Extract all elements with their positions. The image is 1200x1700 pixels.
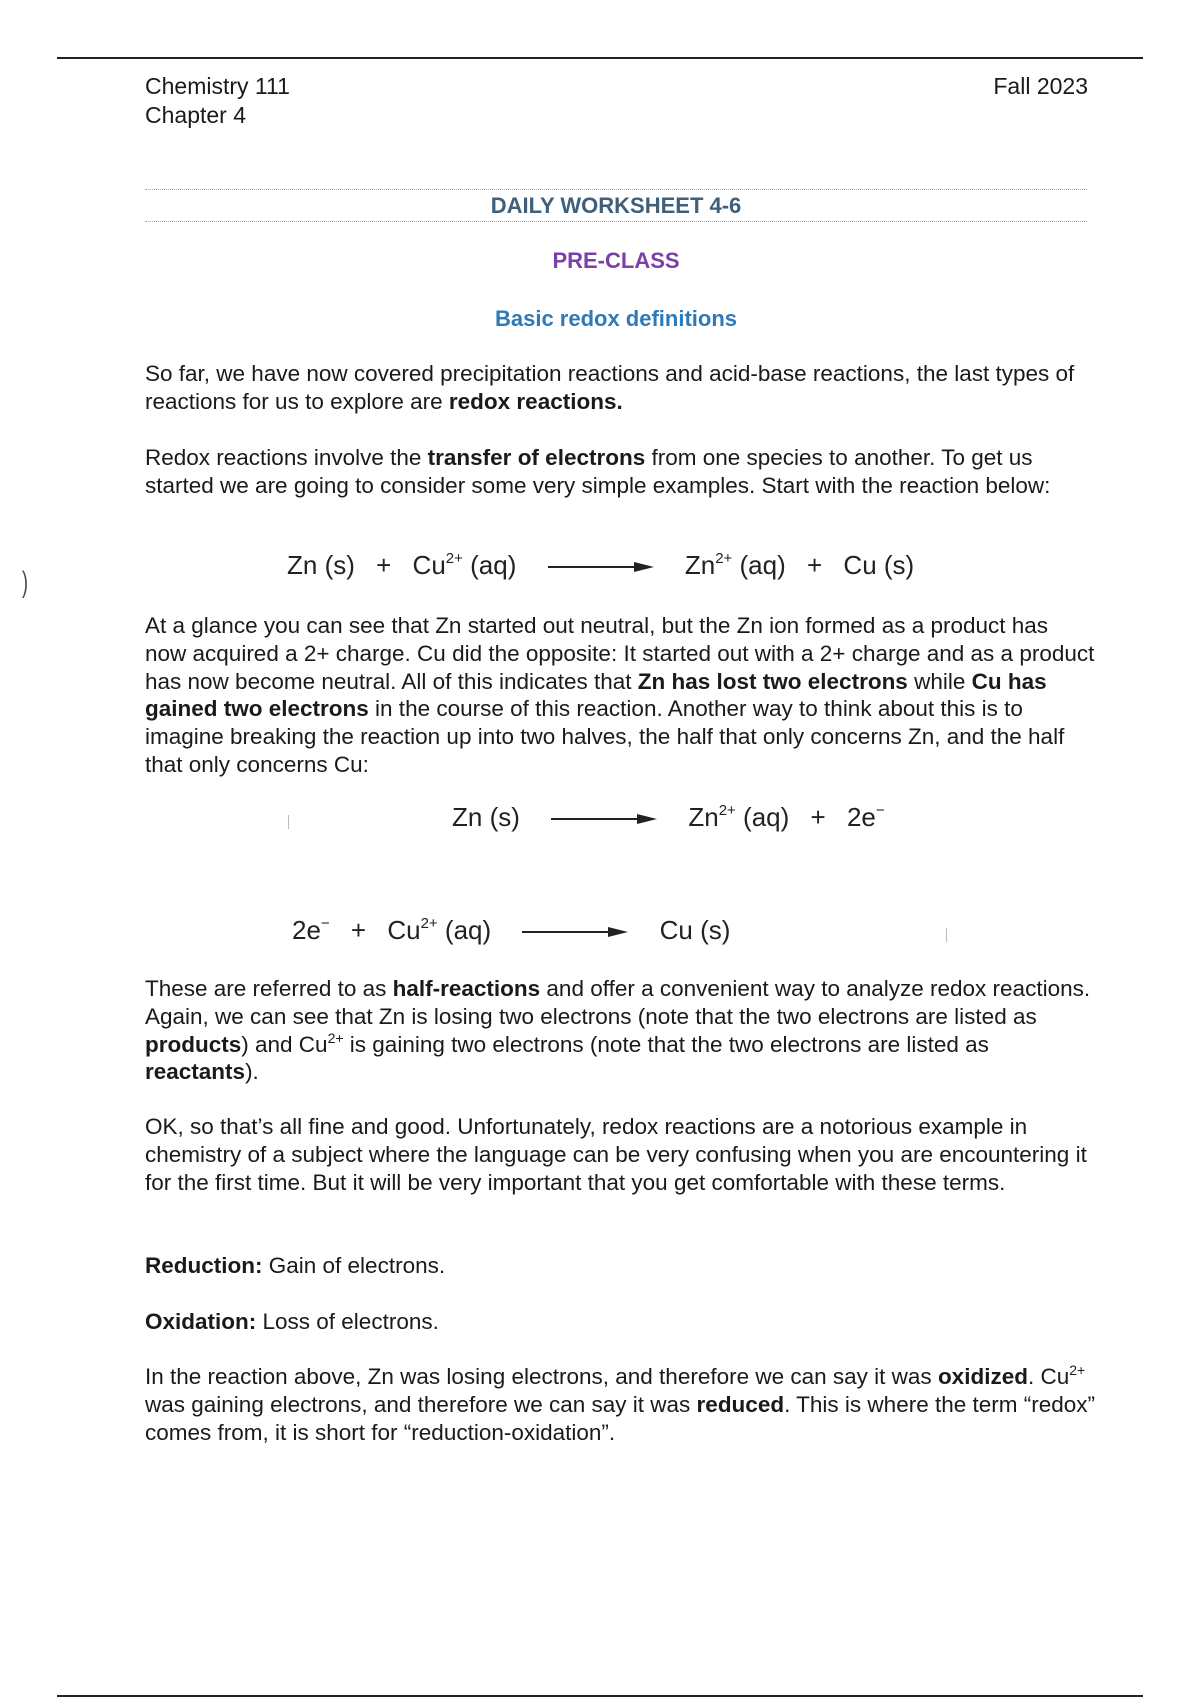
margin-mark: ) xyxy=(22,566,28,599)
eq3-e-base: 2e xyxy=(292,915,321,945)
eq1-zn-base: Zn xyxy=(684,550,716,580)
eq1-reactant-zn: Zn (s) xyxy=(287,550,355,580)
para3-bold-1: Zn has lost two electrons xyxy=(637,668,908,694)
para3-text-1: At a glance you can see that Zn started out neutral, but the Zn ion formed as a product has now acquired a 2+ charge. Cu did the opposite: It started out with a 2+ charge and as a product has now become neutral. All of this indicates that xyxy=(145,613,1095,694)
para1-bold: redox reactions. xyxy=(448,388,623,414)
paragraph-intro xyxy=(145,360,1095,416)
tick-mark xyxy=(288,815,289,829)
para4-bold-1: half-reactions xyxy=(392,976,541,1001)
eq3-cu-state: (aq) xyxy=(437,915,492,945)
eq2-plus: + xyxy=(810,802,826,832)
eq1-reactant-cu-ion xyxy=(413,550,517,580)
para5-text: OK, so that’s all fine and good. Unfortunately, redox reactions are a notorious example in chemistry of a subject where the language can be very confusing when you are encountering it for the first time. But it will be very important that you get comfortable with these terms. xyxy=(145,1114,1087,1195)
eq1-product-zn-ion xyxy=(685,550,786,580)
equation-half-zn xyxy=(452,802,885,833)
course-name: Chemistry 111 xyxy=(145,73,290,99)
eq1-zn-charge: 2+ xyxy=(715,550,733,567)
oxidation-text: Loss of electrons. xyxy=(256,1309,439,1334)
para4-text-5: ). xyxy=(245,1059,259,1085)
reduction-term: Reduction: xyxy=(145,1253,263,1278)
eq2-product-electrons xyxy=(847,802,885,832)
eq3-e-charge: − xyxy=(320,915,330,932)
paragraph-transfer xyxy=(145,444,1095,500)
term-label: Fall 2023 xyxy=(993,73,1088,99)
para6-charge: 2+ xyxy=(1069,1362,1086,1378)
definition-oxidation xyxy=(145,1308,1095,1336)
eq3-cu-base: Cu xyxy=(387,915,421,945)
reaction-arrow-icon xyxy=(549,812,659,826)
top-rule xyxy=(57,57,1143,59)
definition-reduction xyxy=(145,1252,1095,1280)
eq1-cu-base: Cu xyxy=(412,550,446,580)
paragraph-language xyxy=(145,1113,1095,1196)
eq2-product-zn-ion xyxy=(688,802,789,832)
para4-text-4: is gaining two electrons (note that the two electrons are listed as xyxy=(343,1031,989,1057)
para6-bold-1: oxidized xyxy=(937,1364,1028,1389)
page-header-left xyxy=(145,72,290,130)
chapter-label: Chapter 4 xyxy=(145,102,247,128)
eq2-zn-base: Zn xyxy=(688,802,719,832)
eq2-reactant-zn: Zn (s) xyxy=(452,802,520,832)
para3-bold-2: Cu has gained two electrons xyxy=(145,668,1047,722)
paragraph-half-reactions xyxy=(145,975,1095,1086)
para6-text-3: was gaining electrons, and therefore we can say it was xyxy=(145,1391,697,1417)
para4-text-3: ) and Cu xyxy=(241,1031,328,1057)
para4-text-1: These are referred to as xyxy=(145,976,393,1001)
para6-text-4: . This is where the term “redox” comes from, it is short for “reduction-oxidation”. xyxy=(145,1391,1096,1445)
paragraph-redox-term xyxy=(145,1363,1095,1446)
eq2-e-base: 2e xyxy=(846,802,876,832)
para4-bold-3: reactants xyxy=(145,1059,246,1085)
eq1-zn-state: (aq) xyxy=(732,550,786,580)
eq2-zn-charge: 2+ xyxy=(718,802,736,819)
tick-mark xyxy=(946,928,947,942)
paragraph-analysis xyxy=(145,612,1095,779)
para6-bold-2: reduced xyxy=(696,1391,785,1417)
reduction-text: Gain of electrons. xyxy=(262,1253,446,1278)
eq1-plus-2: + xyxy=(807,550,823,580)
eq1-cu-state: (aq) xyxy=(462,550,517,580)
para4-charge: 2+ xyxy=(327,1029,344,1046)
para3-text-2: while xyxy=(907,668,972,694)
para4-text-2: and offer a convenient way to analyze redox reactions. Again, we can see that Zn is losing two electrons (note that the two electrons are listed as xyxy=(145,976,1091,1029)
para2-bold: transfer of electrons xyxy=(427,445,646,470)
eq3-reactant-cu-ion xyxy=(387,915,491,945)
para2-text-1: Redox reactions involve the xyxy=(145,445,428,470)
reaction-arrow-icon xyxy=(546,560,656,574)
reaction-arrow-icon xyxy=(520,925,630,939)
eq2-e-charge: − xyxy=(875,802,885,819)
para3-text-3: in the course of this reaction. Another way to think about this is to imagine breaking the reaction up into two halves, the half that only concerns Zn, and the half that only concerns Cu: xyxy=(145,696,1065,777)
eq3-product-cu: Cu (s) xyxy=(659,915,731,945)
worksheet-title: DAILY WORKSHEET 4-6 xyxy=(145,189,1087,222)
para6-text-1: In the reaction above, Zn was losing electrons, and therefore we can say it was xyxy=(145,1364,938,1389)
para6-text-2: . Cu xyxy=(1027,1364,1070,1389)
eq1-cu-charge: 2+ xyxy=(445,550,463,567)
bottom-rule xyxy=(57,1695,1143,1697)
eq3-reactant-electrons xyxy=(292,915,330,945)
eq3-cu-charge: 2+ xyxy=(420,915,438,932)
topic-subtitle: Basic redox definitions xyxy=(494,306,738,331)
section-heading: PRE-CLASS xyxy=(552,248,680,273)
equation-overall xyxy=(287,550,914,581)
para1-text: So far, we have now covered precipitation reactions and acid-base reactions, the last types of reactions for us to explore are xyxy=(145,361,1075,414)
para4-bold-2: products xyxy=(145,1031,242,1057)
para2-text-2: from one species to another. To get us started we are going to consider some very simple examples. Start with the reaction below: xyxy=(145,445,1051,498)
eq2-zn-state: (aq) xyxy=(735,802,790,832)
equation-half-cu xyxy=(292,915,730,946)
eq1-plus-1: + xyxy=(376,550,392,580)
oxidation-term: Oxidation: xyxy=(145,1309,257,1334)
eq3-plus: + xyxy=(350,915,367,945)
eq1-product-cu: Cu (s) xyxy=(843,550,915,580)
